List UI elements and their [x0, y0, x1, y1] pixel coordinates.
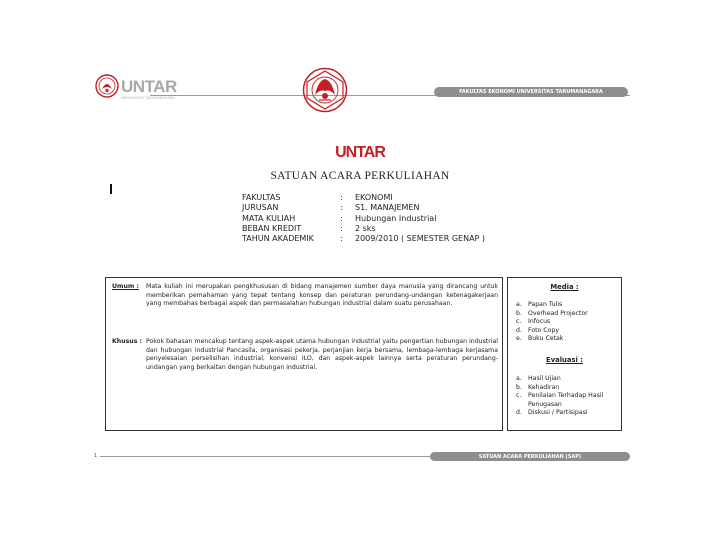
info-value: S1. MANAJEMEN	[355, 203, 420, 213]
info-separator: :	[340, 213, 343, 223]
objective-specific	[112, 338, 498, 372]
list-item: d. Diskusi / Partisipasi	[516, 409, 588, 416]
objectives-box	[105, 277, 503, 431]
info-row-credits	[242, 224, 485, 234]
list-item: a. Papan Tulis	[516, 301, 563, 308]
list-item: e. Buku Cetak	[516, 335, 564, 342]
evaluation-heading: Evaluasi :	[546, 356, 583, 364]
list-item: c. Penilaian Terhadap Hasil Penugasan	[516, 392, 604, 408]
info-separator: :	[340, 203, 343, 213]
info-value: EKONOMI	[355, 193, 393, 202]
list-item: b. Overhead Projector	[516, 309, 588, 317]
list-item: b. Kehadiran	[516, 383, 560, 391]
text-cursor-mark	[110, 184, 112, 194]
page-number: 1	[94, 453, 98, 459]
info-label: TAHUN AKADEMIK	[242, 234, 314, 244]
untar-wordmark: UNTAR	[335, 144, 385, 161]
objective-general-text: Mata kuliah ini merupakan pengkhususan di bidang manajemen sumber daya manusia yang dirancang untuk memberikan pemahaman yang tepat tentang konsep dan peraturan perundang-undangan ketenagakerjaan yang membahas berbagai aspek dan permasalahan hubungan industrial dalam suatu perusahaan.	[146, 283, 498, 308]
university-seal-icon	[302, 67, 348, 113]
media-heading: Media :	[550, 283, 579, 291]
course-info	[242, 193, 485, 244]
objective-specific-text: Pokok bahasan mencakup tentang aspek-aspek utama hubungan industrial yaitu pengertian hubungan industrial dan hubungan industrial Pancasila, organisasi pekerja, perjanjian kerja bersama, lembaga-lembaga kerjasama penyelesaian perselisihan industrial, konvensi ILO, dan aspek-aspek lainnya serta peraturan perundang-undangan yang berkaitan dengan hubungan industrial.	[146, 338, 498, 371]
info-label: JURUSAN	[242, 203, 279, 213]
info-value: Hubungan Industrial	[355, 213, 437, 223]
objective-specific-label: Khusus :	[112, 338, 143, 345]
list-item: c. Infocus	[516, 318, 551, 325]
untar-seal-icon	[95, 74, 119, 98]
info-row-faculty	[242, 193, 485, 203]
evaluation-list	[516, 375, 618, 418]
objective-general-label: Umum :	[112, 283, 139, 290]
header-faculty-bar: FAKULTAS EKONOMI UNIVERSITAS TARUMANAGARA	[434, 87, 628, 97]
info-value: 2009/2010 ( SEMESTER GENAP )	[355, 234, 486, 244]
header-logo-subtitle: UNIVERSITAS TARUMANAGARA	[121, 96, 175, 100]
page-title: SATUAN ACARA PERKULIAHAN	[270, 170, 450, 182]
header-logo-word: UNTAR	[121, 76, 177, 96]
info-separator: :	[340, 234, 343, 244]
list-item: d. Foto Copy	[516, 326, 559, 334]
footer-bar: SATUAN ACARA PERKULIAHAN (SAP)	[430, 452, 630, 461]
info-label: FAKULTAS	[242, 193, 281, 202]
info-separator: :	[340, 223, 343, 233]
media-evaluation-box	[507, 277, 622, 431]
objective-general	[112, 283, 498, 309]
info-row-course	[242, 214, 485, 224]
list-item: a. Hasil Ujian	[516, 375, 561, 382]
info-row-department	[242, 203, 485, 213]
media-list	[516, 301, 618, 344]
info-separator: :	[340, 193, 343, 202]
info-label: MATA KULIAH	[242, 213, 296, 223]
info-label: BEBAN KREDIT	[242, 223, 302, 233]
info-row-academic-year	[242, 234, 485, 244]
info-value: 2 sks	[355, 223, 376, 233]
